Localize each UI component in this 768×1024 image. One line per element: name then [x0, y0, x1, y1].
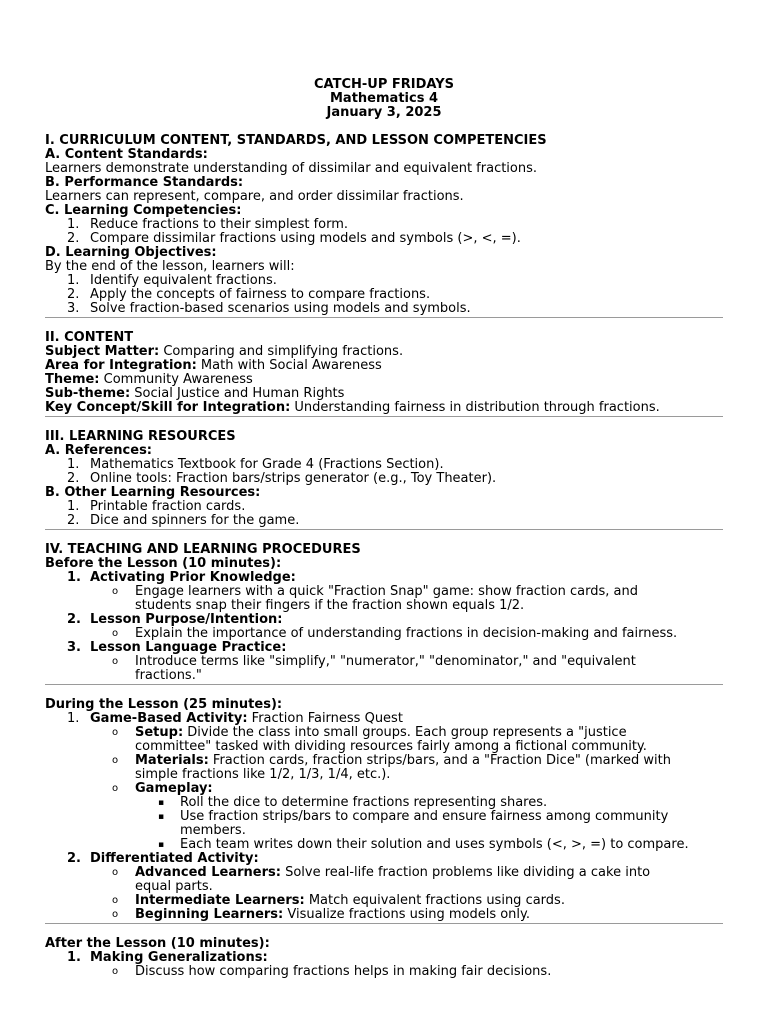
performance-standards-text: Learners can represent, compare, and order dissimilar fractions.: [45, 189, 464, 204]
references-label: A. References:: [45, 443, 153, 458]
list-item: o Setup: Divide the class into small groups. Each group represents a "justice: [112, 725, 627, 740]
list-item: 2. Lesson Purpose/Intention:: [67, 612, 283, 627]
list-item: 2. Apply the concepts of fairness to compare fractions.: [67, 287, 431, 302]
list-item-continuation: simple fractions like 1/2, 1/3, 1/4, etc.).: [135, 767, 391, 782]
key-concept-row: Key Concept/Skill for Integration: Understanding fairness in distribution through fractions.: [45, 400, 660, 415]
list-item: o Introduce terms like "simplify," "numerator," "denominator," and "equivalent: [112, 654, 636, 669]
list-item: o Materials: Fraction cards, fraction strips/bars, and a "Fraction Dice" (marked with: [112, 753, 672, 768]
after-lesson-label: After the Lesson (10 minutes):: [45, 936, 270, 951]
list-item: 1. Mathematics Textbook for Grade 4 (Fractions Section).: [67, 457, 444, 472]
theme-row: Theme: Community Awareness: [45, 372, 253, 387]
list-item: ▪ Roll the dice to determine fractions representing shares.: [158, 795, 548, 810]
list-item: 2. Differentiated Activity:: [67, 851, 259, 866]
list-item: 2. Dice and spinners for the game.: [67, 513, 300, 528]
list-item: o Advanced Learners: Solve real-life fraction problems like dividing a cake into: [112, 865, 651, 880]
list-item-continuation: members.: [180, 823, 246, 838]
list-item-continuation: committee" tasked with dividing resources fairly among a fictional community.: [135, 739, 647, 754]
section-4-heading: IV. TEACHING AND LEARNING PROCEDURES: [45, 542, 361, 557]
document-date: January 3, 2025: [326, 105, 442, 120]
list-item: 1. Making Generalizations:: [67, 950, 268, 965]
list-item-continuation: fractions.": [135, 668, 202, 683]
list-item: o Explain the importance of understanding fractions in decision-making and fairness.: [112, 626, 678, 641]
list-item: o Beginning Learners: Visualize fractions using models only.: [112, 907, 531, 922]
section-2-heading: II. CONTENT: [45, 330, 134, 345]
learning-objectives-label: D. Learning Objectives:: [45, 245, 217, 260]
list-item: 2. Online tools: Fraction bars/strips generator (e.g., Toy Theater).: [67, 471, 497, 486]
lesson-plan-document: [45, 78, 723, 979]
section-divider: [45, 416, 723, 417]
content-standards-label: A. Content Standards:: [45, 147, 208, 162]
list-item: 1. Identify equivalent fractions.: [67, 273, 277, 288]
before-lesson-label: Before the Lesson (10 minutes):: [45, 556, 282, 571]
section-3-heading: III. LEARNING RESOURCES: [45, 429, 236, 444]
document-title: CATCH-UP FRIDAYS: [314, 77, 454, 92]
list-item-continuation: equal parts.: [135, 879, 213, 894]
list-item: 3. Lesson Language Practice:: [67, 640, 287, 655]
performance-standards-label: B. Performance Standards:: [45, 175, 244, 190]
list-item: 3. Solve fraction-based scenarios using models and symbols.: [67, 301, 471, 316]
section-divider: [45, 684, 723, 685]
list-item: o Gameplay:: [112, 781, 213, 796]
section-divider: [45, 317, 723, 318]
list-item: 1. Activating Prior Knowledge:: [67, 570, 296, 585]
subject-matter-row: Subject Matter: Comparing and simplifying fractions.: [45, 344, 404, 359]
other-resources-label: B. Other Learning Resources:: [45, 485, 261, 500]
during-lesson-label: During the Lesson (25 minutes):: [45, 697, 283, 712]
list-item: 1. Reduce fractions to their simplest form.: [67, 217, 349, 232]
learning-objectives-intro: By the end of the lesson, learners will:: [45, 259, 295, 274]
sub-theme-row: Sub-theme: Social Justice and Human Rights: [45, 386, 345, 401]
list-item: 2. Compare dissimilar fractions using models and symbols (>, <, =).: [67, 231, 521, 246]
learning-competencies-label: C. Learning Competencies:: [45, 203, 242, 218]
section-1-heading: I. CURRICULUM CONTENT, STANDARDS, AND LESSON COMPETENCIES: [45, 133, 547, 148]
area-integration-row: Area for Integration: Math with Social Awareness: [45, 358, 382, 373]
list-item: 1. Game-Based Activity: Fraction Fairness Quest: [67, 711, 403, 726]
list-item: 1. Printable fraction cards.: [67, 499, 246, 514]
list-item: ▪ Use fraction strips/bars to compare and ensure fairness among community: [158, 809, 669, 824]
list-item: o Engage learners with a quick "Fraction Snap" game: show fraction cards, and: [112, 584, 638, 599]
document-subject: Mathematics 4: [330, 91, 438, 106]
list-item-continuation: students snap their fingers if the fraction shown equals 1/2.: [135, 598, 525, 613]
content-standards-text: Learners demonstrate understanding of dissimilar and equivalent fractions.: [45, 161, 538, 176]
section-divider: [45, 923, 723, 924]
section-divider: [45, 529, 723, 530]
list-item: o Discuss how comparing fractions helps in making fair decisions.: [112, 964, 552, 979]
list-item: ▪ Each team writes down their solution and uses symbols (<, >, =) to compare.: [158, 837, 689, 852]
list-item: o Intermediate Learners: Match equivalent fractions using cards.: [112, 893, 565, 908]
